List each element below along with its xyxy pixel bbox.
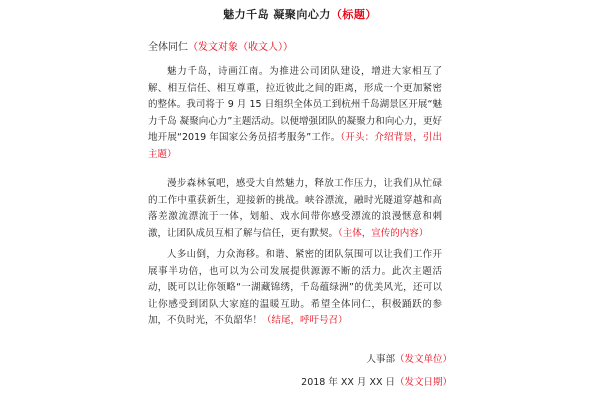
title-annotation: （标题）	[330, 8, 377, 21]
date-text: 2018 年 XX 月 XX 日	[301, 377, 395, 388]
paragraph-body-annotation: （主体，宣传的内容）	[338, 227, 429, 239]
paragraph-opening	[148, 64, 442, 164]
sender-line	[366, 352, 452, 368]
sender-annotation: （发文单位）	[394, 354, 452, 365]
title-text: 魅力千岛 凝聚向心力	[223, 8, 331, 21]
date-annotation: （发文日期）	[394, 377, 452, 388]
paragraph-opening-annotation: （开头：介绍背景，引出主题）	[148, 132, 442, 160]
salutation-annotation: （发文对象（收文人））	[188, 42, 293, 53]
date-line	[301, 375, 452, 391]
paragraph-body-text: 漫步森林氧吧，感受大自然魅力，释放工作压力，让我们从忙碌的工作中重获新生，迎接新的挑战。峡谷漂流，融时光隧道穿越和高落差激流漂流于一体，划船、戏水间带你感受漂流的浪漫惬意和刺激，让团队成员互相了解与信任，更有默契。	[148, 178, 442, 239]
paragraph-body	[148, 176, 442, 242]
salutation-text: 全体同仁	[148, 42, 188, 53]
paragraph-closing	[148, 247, 442, 330]
salutation	[148, 40, 293, 56]
paragraph-closing-text: 人多山倒，力众海移。和谐、紧密的团队氛围可以让我们工作开展事半功倍，也可以为公司发展提供源源不断的活力。此次主题活动，既可以让你领略“一湖藏锦绣，千岛蕴绿洲”的优美风光，还可以让你感受到团队大家庭的温暖互助。希望全体同仁，积极踊跃的参加，不负时光，不负韶华！	[148, 249, 442, 327]
document-title	[0, 6, 600, 22]
paragraph-opening-text: 魅力千岛，诗画江南。为推进公司团队建设，增进大家相互了解、相互信任、相互尊重，拉近彼此之间的距离，形成一个更加紧密的整体。我司将于 9 月 15 日组织全体员工到杭州千岛湖景区开展“魅力千岛 凝聚向心力”主题活动。以便增强团队的凝聚力和向心力，更好地开展“2019 年国家公务员招考服务”工作。	[148, 66, 442, 144]
paragraph-closing-annotation: （结尾，呼吁号召）	[262, 315, 348, 327]
sender-text: 人事部	[366, 354, 395, 365]
